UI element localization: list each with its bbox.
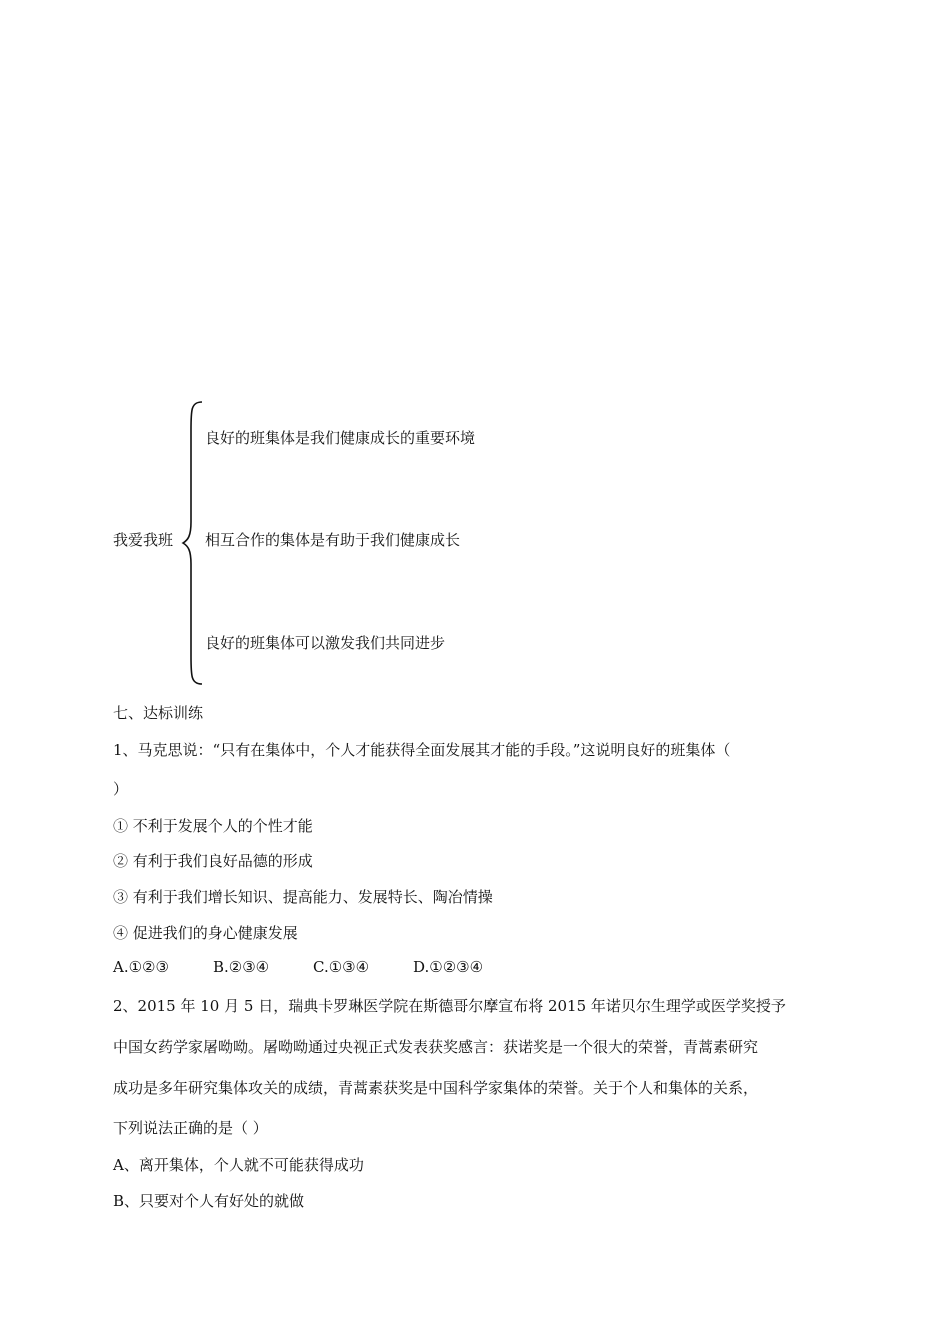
curly-brace xyxy=(180,400,208,686)
concept-branch-2: 相互合作的集体是有助于我们健康成长 xyxy=(205,531,461,549)
q2-stem-line-2: 中国女药学家屠呦呦。屠呦呦通过央视正式发表获奖感言：获诺奖是一个很大的荣誉，青蒿素研究 xyxy=(113,1038,759,1056)
concept-branch-1: 良好的班集体是我们健康成长的重要环境 xyxy=(205,429,476,447)
q1-stem-line-1: 1、马克思说：“只有在集体中，个人才能获得全面发展其才能的手段。”这说明良好的班集体（ xyxy=(113,741,731,759)
q2-stem-line-3: 成功是多年研究集体攻关的成绩，青蒿素获奖是中国科学家集体的荣誉。关于个人和集体的关系， xyxy=(113,1079,759,1097)
q2-stem-line-4: 下列说法正确的是（ ） xyxy=(113,1119,268,1137)
q1-item-1: ① 不利于发展个人的个性才能 xyxy=(113,817,313,835)
q1-item-3: ③ 有利于我们增长知识、提高能力、发展特长、陶冶情操 xyxy=(113,888,493,906)
concept-map-root: 我爱我班 xyxy=(113,531,174,549)
q2-option-b: B、只要对个人有好处的就做 xyxy=(113,1192,305,1210)
q2-option-a: A、离开集体，个人就不可能获得成功 xyxy=(113,1156,364,1174)
q1-option-d: D.①②③④ xyxy=(413,958,484,976)
section-title: 七、达标训练 xyxy=(113,704,204,722)
q1-item-2: ② 有利于我们良好品德的形成 xyxy=(113,852,313,870)
q1-item-4: ④ 促进我们的身心健康发展 xyxy=(113,924,298,942)
q1-option-b: B.②③④ xyxy=(213,958,270,976)
concept-branch-3: 良好的班集体可以激发我们共同进步 xyxy=(205,634,446,652)
q2-stem-line-1: 2、2015 年 10 月 5 日，瑞典卡罗琳医学院在斯德哥尔摩宣布将 2015 年诺贝尔生理学或医学奖授予 xyxy=(113,997,786,1015)
q1-stem-line-2: ） xyxy=(113,780,129,798)
q1-option-a: A.①②③ xyxy=(113,958,169,976)
q1-option-c: C.①③④ xyxy=(313,958,370,976)
